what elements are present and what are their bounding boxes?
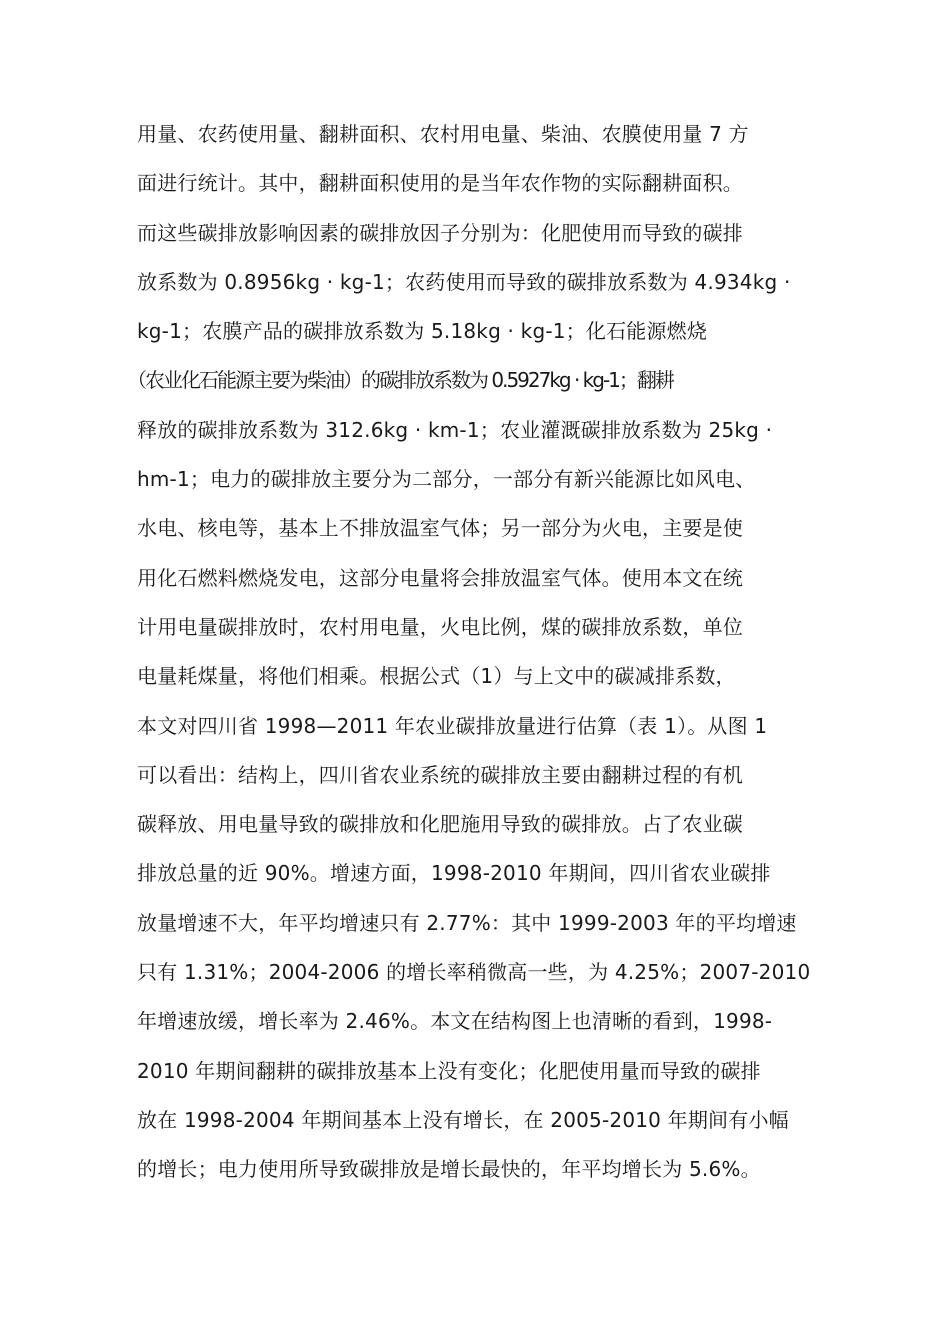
text-line: kg-1；农膜产品的碳排放系数为 5.18kg · kg-1；化石能源燃烧 bbox=[137, 319, 708, 344]
text-line: 释放的碳排放系数为 312.6kg · km-1；农业灌溉碳排放系数为 25kg · bbox=[137, 417, 773, 442]
text-line: 的增长；电力使用所导致碳排放是增长最快的，年平均增长为 5.6%。 bbox=[137, 1157, 761, 1182]
text-line: 2010 年期间翻耕的碳排放基本上没有变化；化肥使用量而导致的碳排 bbox=[137, 1058, 761, 1083]
text-line: 电量耗煤量，将他们相乘。根据公式（1）与上文中的碳减排系数， bbox=[137, 664, 736, 689]
text-line: 面进行统计。其中，翻耕面积使用的是当年农作物的实际翻耕面积。 bbox=[137, 171, 743, 196]
text-line: 计用电量碳排放时，农村用电量，火电比例，煤的碳排放系数，单位 bbox=[137, 614, 743, 639]
text-line: 放量增速不大，年平均增速只有 2.77%：其中 1999-2003 年的平均增速 bbox=[137, 910, 797, 935]
text-line: 本文对四川省 1998—2011 年农业碳排放量进行估算（表 1）。从图 1 bbox=[137, 713, 768, 738]
text-line: （农业化石能源主要为柴油）的碳排放系数为 0.5927kg · kg-1；翻耕 bbox=[127, 368, 673, 393]
text-line: 可以看出：结构上，四川省农业系统的碳排放主要由翻耕过程的有机 bbox=[137, 762, 743, 787]
text-line: 放系数为 0.8956kg · kg-1；农药使用而导致的碳排放系数为 4.934kg · bbox=[137, 269, 791, 294]
text-line: 年增速放缓，增长率为 2.46%。本文在结构图上也清晰的看到，1998- bbox=[137, 1009, 773, 1034]
text-line: hm-1；电力的碳排放主要分为二部分，一部分有新兴能源比如风电、 bbox=[137, 467, 756, 492]
body-paragraph bbox=[127, 114, 837, 1199]
text-line: 用化石燃料燃烧发电，这部分电量将会排放温室气体。使用本文在统 bbox=[137, 565, 743, 590]
text-line: 碳释放、用电量导致的碳排放和化肥施用导致的碳排放。占了农业碳 bbox=[137, 812, 743, 837]
text-line: 而这些碳排放影响因素的碳排放因子分别为：化肥使用而导致的碳排 bbox=[137, 220, 743, 245]
text-line: 水电、核电等，基本上不排放温室气体；另一部分为火电，主要是使 bbox=[137, 516, 743, 541]
text-line: 只有 1.31%；2004-2006 的增长率稍微高一些，为 4.25%；2007-2010 bbox=[137, 960, 811, 985]
text-line: 用量、农药使用量、翻耕面积、农村用电量、柴油、农膜使用量 7 方 bbox=[137, 122, 749, 146]
text-line: 排放总量的近 90%。增速方面，1998-2010 年期间，四川省农业碳排 bbox=[137, 861, 771, 886]
text-line: 放在 1998-2004 年期间基本上没有增长，在 2005-2010 年期间有小幅 bbox=[137, 1107, 789, 1132]
